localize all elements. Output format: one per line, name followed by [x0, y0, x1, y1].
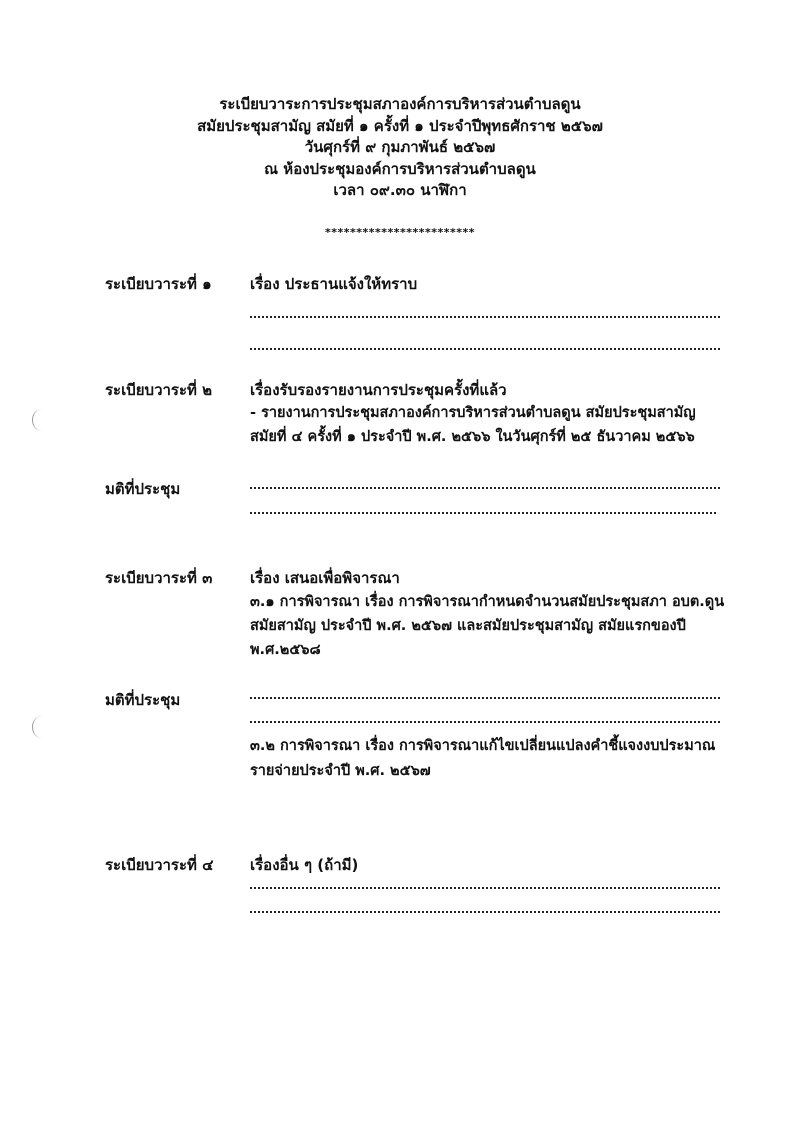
- agenda1-label: ระเบียบวาระที่ ๑: [105, 275, 212, 293]
- header-date: วันศุกร์ที่ ๙ กุมภาพันธ์ ๒๕๖๗: [304, 138, 496, 156]
- header-session: สมัยประชุมสามัญ สมัยที่ ๑ ครั้งที่ ๑ ประจำปีพุทธศักราช ๒๕๖๗: [197, 116, 603, 135]
- agenda2-label: ระเบียบวาระที่ ๒: [105, 381, 213, 399]
- agenda3-item2-line2: รายจ่ายประจำปี พ.ศ. ๒๕๖๗: [250, 763, 431, 779]
- agenda4-blank-line: [250, 911, 720, 913]
- resolution2-label: มติที่ประชุม: [105, 691, 181, 709]
- agenda2-title: เรื่องรับรองรายงานการประชุมครั้งที่แล้ว: [250, 381, 507, 399]
- agenda3-title: เรื่อง เสนอเพื่อพิจารณา: [250, 569, 400, 587]
- agenda1-title: เรื่อง ประธานแจ้งให้ทราบ: [250, 275, 418, 293]
- agenda3-item2-line1: ๓.๒ การพิจารณา เรื่อง การพิจารณาแก้ไขเปลี่ยนแปลงคำชี้แจงงบประมาณ: [250, 738, 716, 754]
- header-separator: ************************: [324, 226, 476, 239]
- agenda4-label: ระเบียบวาระที่ ๔: [105, 856, 214, 874]
- agenda3-label: ระเบียบวาระที่ ๓: [105, 569, 213, 587]
- resolution1-label: มติที่ประชุม: [105, 480, 181, 498]
- header-time: เวลา ๐๙.๓๐ นาฬิกา: [333, 181, 467, 199]
- agenda1-blank-line: [250, 348, 720, 350]
- resolution2-blank-line: [250, 721, 720, 723]
- header-title: ระเบียบวาระการประชุมสภาองค์การบริหารส่วนตำบลดูน: [219, 95, 581, 113]
- resolution1-blank-line: [250, 487, 720, 489]
- agenda3-item1-line3: พ.ศ.๒๕๖๘: [250, 642, 321, 658]
- agenda4-blank-line: [250, 887, 720, 889]
- document-header: [0, 94, 800, 202]
- punch-hole-mark: [32, 716, 51, 738]
- agenda4-title: เรื่องอื่น ๆ (ถ้ามี): [250, 856, 359, 874]
- resolution2-blank-line: [250, 697, 720, 699]
- agenda3-item1-line2: สมัยสามัญ ประจำปี พ.ศ. ๒๕๖๗ และสมัยประชุมสามัญ สมัยแรกของปี: [250, 618, 686, 634]
- agenda2-detail-line1: - รายงานการประชุมสภาองค์การบริหารส่วนตำบลดูน สมัยประชุมสามัญ: [250, 405, 696, 421]
- agenda3-item1-line1: ๓.๑ การพิจารณา เรื่อง การพิจารณากำหนดจำนวนสมัยประชุมสภา อบต.ดูน: [250, 594, 725, 610]
- agenda1-blank-line: [250, 316, 720, 318]
- header-venue: ณ ห้องประชุมองค์การบริหารส่วนตำบลดูน: [264, 159, 536, 178]
- resolution1-blank-line: [250, 512, 716, 514]
- agenda2-detail-line2: สมัยที่ ๔ ครั้งที่ ๑ ประจำปี พ.ศ. ๒๕๖๖ ในวันศุกร์ที่ ๒๕ ธันวาคม ๒๕๖๖: [250, 429, 695, 445]
- punch-hole-mark: [32, 409, 51, 431]
